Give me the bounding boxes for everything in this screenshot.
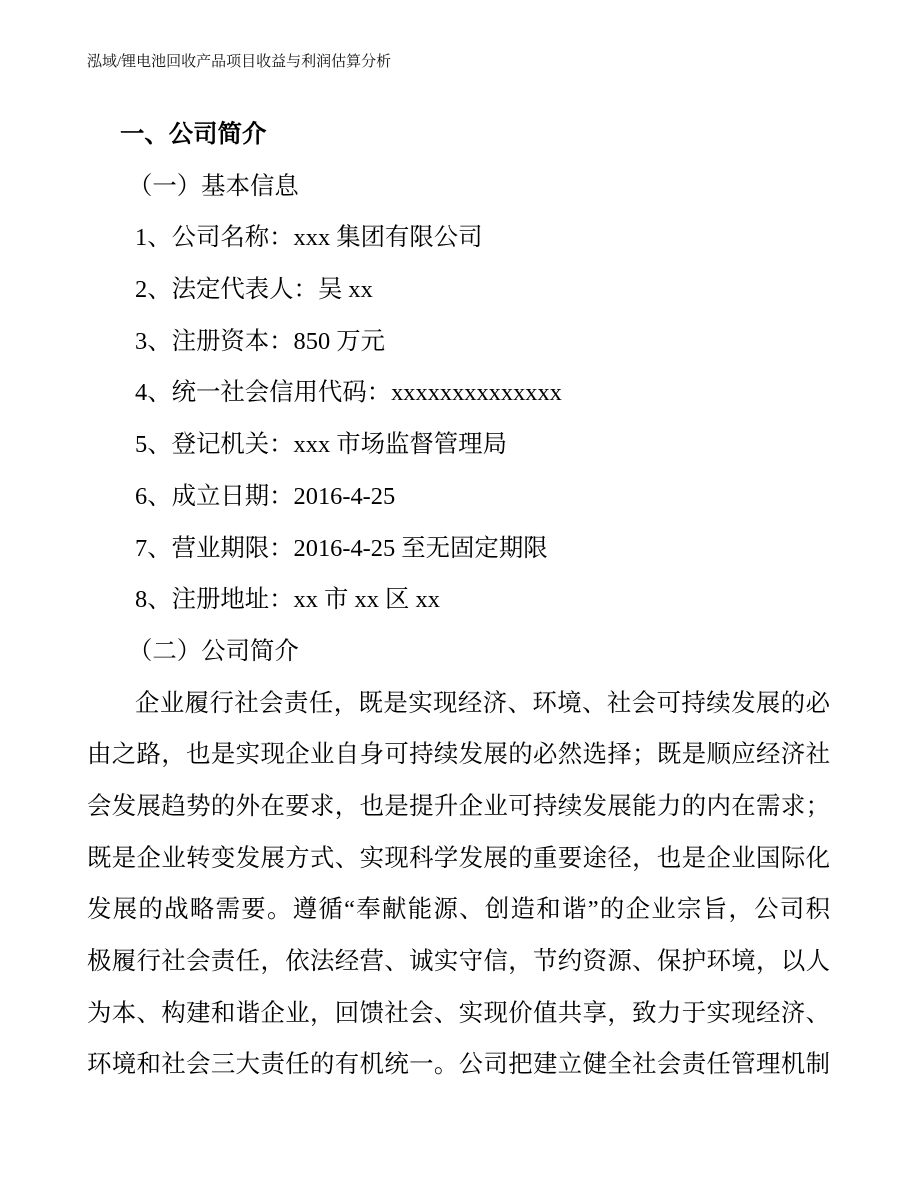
info-item-registered-capital — [135, 316, 920, 368]
info-item-value: 2016-4-25 — [293, 482, 396, 510]
info-item-business-term — [135, 523, 920, 575]
profile-paragraph-line: 发展的战略需要。遵循“奉献能源、创造和谐”的企业宗旨，公司积 — [87, 896, 830, 924]
info-item-label: 5、登记机关： — [135, 431, 294, 459]
info-item-establishment-date — [135, 471, 920, 523]
info-item-registration-authority — [135, 419, 920, 471]
profile-paragraph-line: 企业履行社会责任，既是实现经济、环境、社会可持续发展的必 — [135, 689, 830, 717]
info-item-registered-address — [135, 574, 920, 626]
info-item-legal-representative — [135, 264, 920, 316]
profile-paragraph-line: 极履行社会责任，依法经营、诚实守信，节约资源、保护环境，以人 — [87, 948, 830, 975]
info-item-label: 6、成立日期： — [135, 482, 294, 510]
page-header-title: 泓域/锂电池回收产品项目收益与利润估算分析 — [87, 54, 392, 70]
profile-paragraph-line: 为本、构建和谐企业，回馈社会、实现价值共享，致力于实现经济、 — [87, 999, 830, 1027]
profile-paragraph-line: 既是企业转变发展方式、实现科学发展的重要途径，也是企业国际化 — [87, 844, 830, 872]
info-item-label: 3、注册资本： — [135, 327, 294, 355]
info-item-label: 8、注册地址： — [135, 586, 294, 614]
subsection-heading-profile: （二）公司简介 — [128, 637, 299, 665]
profile-paragraph-line: 环境和社会三大责任的有机统一。公司把建立健全社会责任管理机制 — [87, 1051, 830, 1079]
info-item-value: 850 万元 — [293, 327, 386, 355]
info-item-label: 4、统一社会信用代码： — [135, 379, 392, 407]
section-heading: 一、公司简介 — [120, 121, 267, 148]
info-item-value: xx 市 xx 区 xx — [293, 586, 440, 614]
info-item-value: xxxxxxxxxxxxxx — [391, 379, 562, 407]
subsection-heading-basic-info: （一）基本信息 — [128, 172, 299, 200]
info-item-company-name — [135, 212, 920, 264]
info-item-value: xxx 集团有限公司 — [293, 224, 483, 252]
info-item-value: xxx 市场监督管理局 — [293, 431, 507, 459]
profile-paragraph-line: 会发展趋势的外在要求，也是提升企业可持续发展能力的内在需求； — [87, 792, 830, 820]
info-item-label: 1、公司名称： — [135, 224, 294, 252]
document-body — [0, 109, 920, 1091]
info-item-value: 吴 xx — [317, 276, 373, 304]
info-item-value: 2016-4-25 至无固定期限 — [293, 534, 548, 562]
info-item-label: 7、营业期限： — [135, 534, 294, 562]
info-item-credit-code — [135, 367, 920, 419]
info-item-label: 2、法定代表人： — [135, 276, 318, 304]
profile-paragraph-line: 由之路，也是实现企业自身可持续发展的必然选择；既是顺应经济社 — [87, 741, 830, 769]
